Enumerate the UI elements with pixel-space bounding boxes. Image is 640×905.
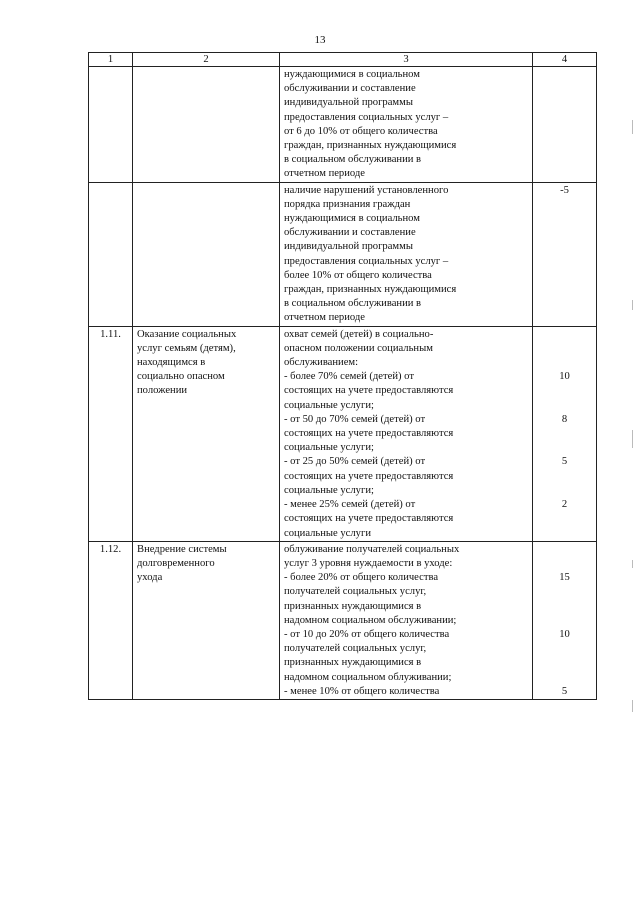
points-value: 8 xyxy=(561,413,568,425)
criteria-line: нуждающимися в социальном xyxy=(284,69,420,80)
points-value xyxy=(537,297,592,311)
table-row xyxy=(89,541,597,699)
criteria-cell xyxy=(280,182,533,326)
points-value xyxy=(537,399,592,413)
criteria-line: социальные услуги; xyxy=(284,484,374,496)
points-value xyxy=(537,240,592,254)
criteria-line: в социальном обслуживании в xyxy=(284,154,422,166)
points-value xyxy=(537,526,592,540)
criteria-cell xyxy=(280,326,533,541)
points-value: 5 xyxy=(561,456,568,468)
points-value xyxy=(537,269,592,283)
row-number-cell xyxy=(89,541,133,699)
criteria-line: - менее 25% семей (детей) от xyxy=(284,499,416,511)
points-value xyxy=(537,255,592,269)
criteria-line: граждан, признанных нуждающимися xyxy=(284,140,457,152)
criteria-line: предоставления социальных услуг – xyxy=(284,111,449,123)
criteria-line: услуг 3 уровня нуждаемости в уходе: xyxy=(284,557,453,569)
header-cell-4: 4 xyxy=(533,53,597,67)
page-number: 13 xyxy=(314,34,326,46)
points-cell xyxy=(533,67,597,183)
criteria-line: социальные услуги; xyxy=(284,442,374,454)
table-row xyxy=(89,182,597,326)
points-value xyxy=(537,328,592,342)
indicator-cell xyxy=(133,541,280,699)
points-value xyxy=(537,614,592,628)
points-value xyxy=(537,543,592,557)
criteria-line: от 6 до 10% от общего количества xyxy=(284,125,438,137)
criteria-line: надомном социальном обслуживании; xyxy=(284,614,457,626)
criteria-line: состоящих на учете предоставляются xyxy=(284,513,454,525)
criteria-line: - более 20% от общего количества xyxy=(284,572,439,584)
points-cell xyxy=(533,541,597,699)
criteria-cell xyxy=(280,541,533,699)
points-value xyxy=(537,342,592,356)
criteria-line: состоящих на учете предоставляются xyxy=(284,428,454,440)
points-value: 2 xyxy=(561,498,568,510)
scan-edge-marks xyxy=(632,0,634,905)
table-row xyxy=(89,326,597,541)
criteria-line: надомном социальном облуживании; xyxy=(284,671,452,683)
row-number-cell xyxy=(89,326,133,541)
points-value xyxy=(537,226,592,240)
indicator-line: долговременного xyxy=(137,557,215,569)
criteria-line: предоставления социальных услуг – xyxy=(284,255,449,267)
indicator-cell xyxy=(133,326,280,541)
table-header-row xyxy=(89,53,597,67)
indicator-line: услуг семьям (детям), xyxy=(137,342,236,354)
row-number-cell xyxy=(89,67,133,183)
criteria-line: получателей социальных услуг, xyxy=(284,586,427,598)
criteria-line: порядка признания граждан xyxy=(284,198,411,210)
table-row xyxy=(89,67,597,183)
criteria-line: в социальном обслуживании в xyxy=(284,298,422,310)
criteria-line: охват семей (детей) в социально- xyxy=(284,328,434,340)
criteria-line: отчетном периоде xyxy=(284,312,365,324)
indicator-line: положении xyxy=(137,385,188,397)
criteria-line: отчетном периоде xyxy=(284,168,365,180)
criteria-line: наличие нарушений установленного xyxy=(284,184,449,196)
points-value xyxy=(537,198,592,212)
indicator-cell xyxy=(133,182,280,326)
criteria-line: - менее 10% от общего количества xyxy=(284,685,440,697)
criteria-line: обслуживанием: xyxy=(284,357,359,369)
indicator-line: Внедрение системы xyxy=(137,543,227,555)
points-value xyxy=(537,470,592,484)
criteria-line: получателей социальных услуг, xyxy=(284,643,427,655)
criteria-line: - более 70% семей (детей) от xyxy=(284,371,414,383)
points-value xyxy=(537,427,592,441)
criteria-line: индивидуальной программы xyxy=(284,241,413,253)
row-number: 1.12. xyxy=(99,543,122,555)
indicator-line: ухода xyxy=(137,572,163,584)
criteria-line: - от 25 до 50% семей (детей) от xyxy=(284,456,426,468)
criteria-line: обслуживании и составление xyxy=(284,227,416,239)
criteria-line: признанных нуждающимися в xyxy=(284,600,422,612)
indicator-line: социально опасном xyxy=(137,371,225,383)
indicator-line: находящимся в xyxy=(137,357,206,369)
row-number-cell xyxy=(89,182,133,326)
criteria-line: более 10% от общего количества xyxy=(284,269,432,281)
criteria-line: состоящих на учете предоставляются xyxy=(284,470,454,482)
criteria-line: социальные услуги xyxy=(284,527,371,539)
points-value xyxy=(537,512,592,526)
points-value xyxy=(537,212,592,226)
points-value: -5 xyxy=(560,184,569,196)
header-cell-3: 3 xyxy=(280,53,533,67)
points-cell xyxy=(533,326,597,541)
criteria-line: облуживание получателей социальных xyxy=(284,543,460,555)
points-value xyxy=(537,599,592,613)
criteria-line: признанных нуждающимися в xyxy=(284,657,422,669)
points-value: 10 xyxy=(559,628,570,640)
criteria-line: опасном положении социальным xyxy=(284,342,433,354)
criteria-line: - от 10 до 20% от общего количества xyxy=(284,628,450,640)
points-value: 5 xyxy=(561,685,568,697)
criteria-table xyxy=(88,52,597,700)
points-value xyxy=(537,585,592,599)
header-cell-1: 1 xyxy=(89,53,133,67)
points-value: 10 xyxy=(559,371,570,383)
criteria-cell xyxy=(280,67,533,183)
criteria-line: - от 50 до 70% семей (детей) от xyxy=(284,413,426,425)
criteria-line: социальные услуги; xyxy=(284,399,374,411)
points-value xyxy=(537,656,592,670)
points-value xyxy=(537,283,592,297)
points-value xyxy=(537,642,592,656)
header-cell-2: 2 xyxy=(133,53,280,67)
points-value: 15 xyxy=(559,572,570,584)
points-value xyxy=(537,311,592,325)
points-value xyxy=(537,384,592,398)
indicator-cell xyxy=(133,67,280,183)
indicator-line: Оказание социальных xyxy=(137,328,237,340)
points-cell xyxy=(533,182,597,326)
criteria-line: индивидуальной программы xyxy=(284,97,413,109)
row-number: 1.11. xyxy=(100,328,121,340)
points-value xyxy=(537,557,592,571)
points-value xyxy=(537,356,592,370)
criteria-line: нуждающимися в социальном xyxy=(284,213,420,225)
criteria-line: состоящих на учете предоставляются xyxy=(284,385,454,397)
points-value xyxy=(537,441,592,455)
criteria-line: граждан, признанных нуждающимися xyxy=(284,284,457,296)
criteria-line: обслуживании и составление xyxy=(284,83,416,95)
points-value xyxy=(537,670,592,684)
points-value xyxy=(537,484,592,498)
